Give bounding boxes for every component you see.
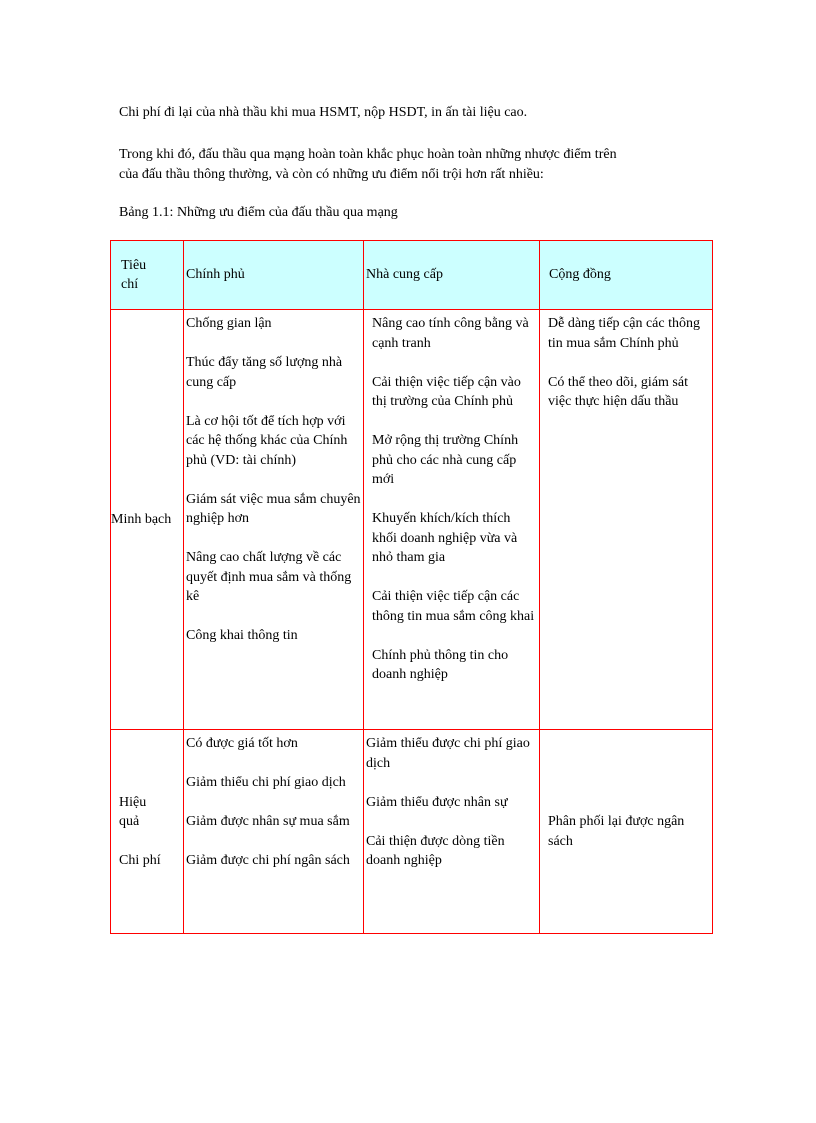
intro-paragraph: Chi phí đi lại của nhà thầu khi mua HSMT, nộp HSDT, in ấn tài liệu cao.: [119, 105, 528, 120]
cell-government-transparency: [184, 310, 364, 730]
header-community-label: Cộng đồng: [549, 267, 611, 283]
criteria-transparency-label: Minh bạch: [111, 511, 172, 527]
list: [540, 310, 712, 416]
list-item: Chính phủ thông tin cho doanh nghiệp: [372, 647, 509, 682]
list-item: Có được giá tốt hơn: [186, 736, 298, 751]
list: [184, 310, 363, 650]
list-item: Giảm thiểu được chi phí giao dịch: [366, 736, 530, 771]
table-row: [111, 310, 713, 730]
list-item: Giảm thiểu được nhân sự: [366, 794, 508, 810]
criteria-efficiency: [111, 730, 184, 934]
table-header-row: [111, 241, 713, 310]
list-item: Giảm được nhân sự mua sắm: [186, 814, 350, 829]
cell-community-efficiency: [540, 730, 713, 934]
list: [540, 808, 712, 855]
criteria-efficiency-line-1: Hiệu: [119, 794, 147, 810]
list-item: Công khai thông tin: [186, 628, 298, 643]
list-item: Khuyến khích/kích thích khối doanh nghiệp vừa và nhỏ tham gia: [372, 511, 518, 565]
list-item: Dễ dàng tiếp cận các thông tin mua sắm Chính phủ: [548, 316, 700, 351]
list-item: Chống gian lận: [186, 316, 272, 331]
header-criteria-line-2: chí: [121, 277, 139, 292]
advantages-table: [110, 240, 713, 934]
list: [184, 730, 363, 875]
criteria-transparency: [111, 310, 184, 730]
criteria-efficiency-line-2: quả: [119, 814, 140, 830]
table-row: [111, 730, 713, 934]
list-item: Cải thiện việc tiếp cận vào thị trường của Chính phủ: [372, 374, 521, 409]
list-item: Thúc đẩy tăng số lượng nhà cung cấp: [186, 355, 343, 390]
summary-paragraph: [119, 145, 719, 185]
cell-community-transparency: [540, 310, 713, 730]
list-item: Mở rộng thị trường Chính phủ cho các nhà cung cấp mới: [372, 433, 519, 487]
cell-supplier-efficiency: [364, 730, 540, 934]
list-item: Phân phối lại được ngân sách: [548, 814, 685, 849]
cell-supplier-transparency: [364, 310, 540, 730]
criteria-efficiency-line-3: Chi phí: [119, 852, 161, 868]
list-item: Cải thiện việc tiếp cận các thông tin mua sắm công khai: [372, 589, 535, 624]
cell-government-efficiency: [184, 730, 364, 934]
list-item: Giảm thiểu chi phí giao dịch: [186, 775, 346, 790]
header-supplier: Nhà cung cấp: [364, 241, 540, 310]
list-item: Nâng cao tính công bằng và cạnh tranh: [372, 316, 529, 351]
table-caption: Bảng 1.1: Những ưu điểm của đấu thầu qua mạng: [119, 205, 398, 220]
summary-line-1: Trong khi đó, đấu thầu qua mạng hoàn toàn khắc phục hoàn toàn những nhược điểm trên: [119, 147, 617, 162]
list-item: Giám sát việc mua sắm chuyên nghiệp hơn: [186, 491, 361, 526]
list-item: Giảm được chi phí ngân sách: [186, 853, 350, 868]
list-item: Cải thiện được dòng tiền doanh nghiệp: [366, 833, 505, 868]
list: [364, 730, 539, 875]
header-criteria-line-1: Tiêu: [121, 257, 147, 273]
list-item: Là cơ hội tốt để tích hợp với các hệ thống khác của Chính phủ (VD: tài chính): [186, 413, 348, 468]
list-item: Có thể theo dõi, giám sát việc thực hiện dấu thầu: [548, 374, 688, 409]
list-item: Nâng cao chất lượng về các quyết định mua sắm và thống kê: [186, 550, 352, 604]
header-criteria: [111, 241, 184, 310]
header-government: Chính phủ: [184, 241, 364, 310]
list: [364, 310, 539, 689]
summary-line-2: của đấu thầu thông thường, và còn có những ưu điểm nổi trội hơn rất nhiều:: [119, 167, 544, 182]
header-community: [540, 241, 713, 310]
